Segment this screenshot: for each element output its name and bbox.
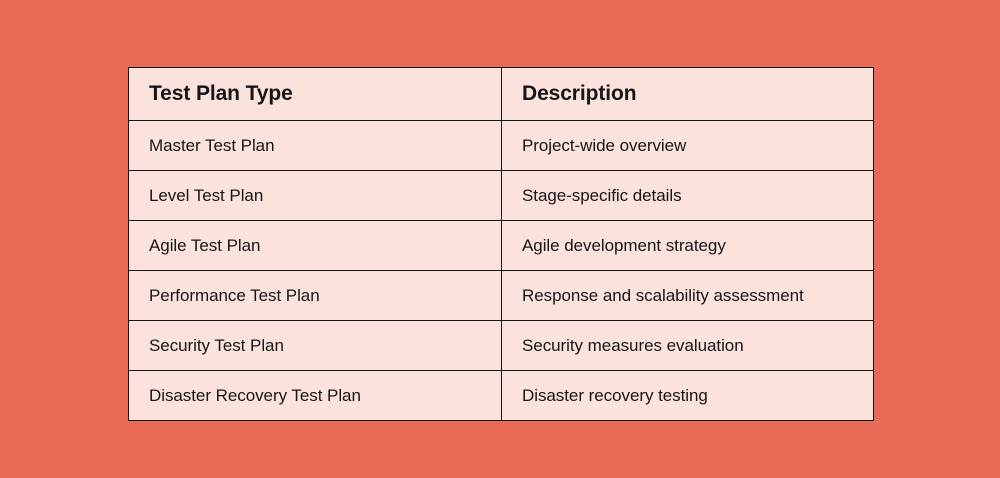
cell-test-plan-type: Agile Test Plan xyxy=(129,221,502,271)
table-header-row xyxy=(129,68,874,121)
cell-description: Disaster recovery testing xyxy=(502,371,874,421)
table-row xyxy=(129,321,874,371)
cell-test-plan-type: Level Test Plan xyxy=(129,171,502,221)
column-header-test-plan-type: Test Plan Type xyxy=(129,68,502,121)
cell-test-plan-type: Security Test Plan xyxy=(129,321,502,371)
table-row xyxy=(129,271,874,321)
cell-test-plan-type: Performance Test Plan xyxy=(129,271,502,321)
cell-test-plan-type: Master Test Plan xyxy=(129,121,502,171)
table-row xyxy=(129,371,874,421)
table-row xyxy=(129,121,874,171)
table-row xyxy=(129,171,874,221)
cell-test-plan-type: Disaster Recovery Test Plan xyxy=(129,371,502,421)
cell-description: Project-wide overview xyxy=(502,121,874,171)
cell-description: Security measures evaluation xyxy=(502,321,874,371)
cell-description: Stage-specific details xyxy=(502,171,874,221)
column-header-description: Description xyxy=(502,68,874,121)
cell-description: Response and scalability assessment xyxy=(502,271,874,321)
table-container xyxy=(128,67,873,421)
test-plan-table xyxy=(128,67,874,421)
cell-description: Agile development strategy xyxy=(502,221,874,271)
table-row xyxy=(129,221,874,271)
